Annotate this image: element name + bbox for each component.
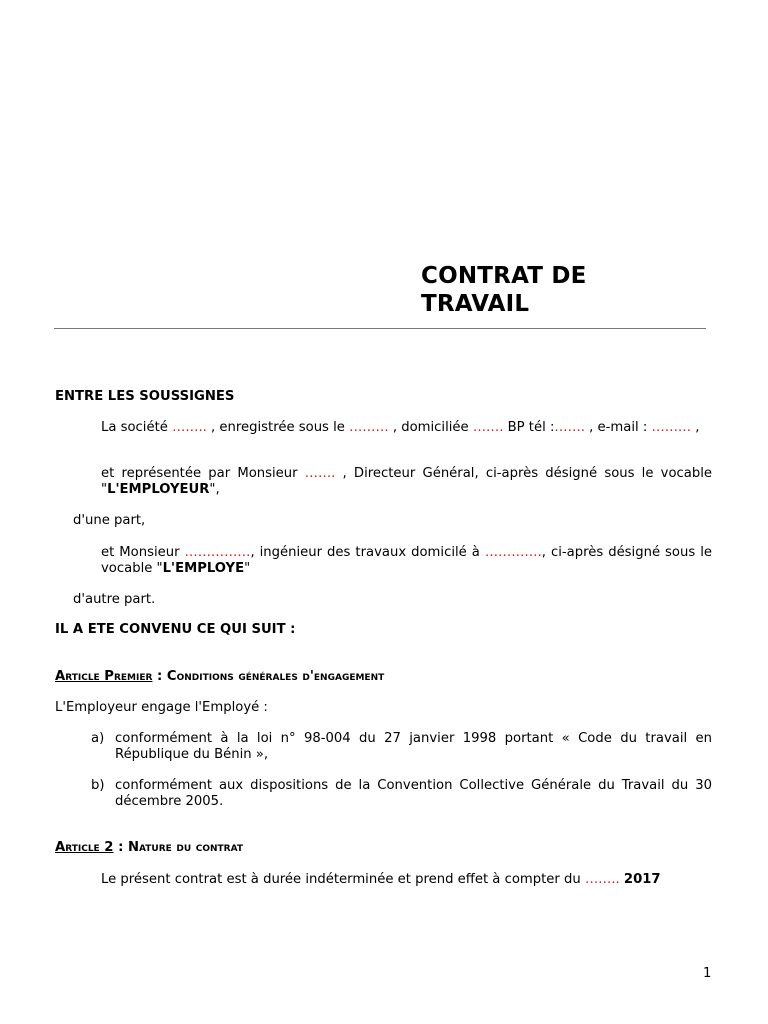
article-1-title: Conditions générales d'engagement <box>166 669 385 684</box>
phone-placeholder: ……. <box>554 420 585 435</box>
employee-address-placeholder: …………. <box>484 545 542 560</box>
article-2-heading: Article 2 : Nature du contrat <box>55 840 244 855</box>
article-2-label: Article 2 <box>55 840 114 855</box>
list-item-text: conformément aux dispositions de la Convention Collective Générale du Travail du 30 décembre 2005. <box>115 778 712 809</box>
employer-company-paragraph: La société …….. , enregistrée sous le ……… , domiciliée ……. BP tél :……. , e-mail : ……… , <box>101 420 700 435</box>
start-year: 2017 <box>623 872 661 887</box>
entre-les-soussignes-heading: ENTRE LES SOUSSIGNES <box>55 389 235 404</box>
list-item <box>91 731 712 763</box>
article-2-title: Nature du contrat <box>127 840 244 855</box>
start-date-placeholder: …….. <box>584 872 620 887</box>
employer-engages-text: L'Employeur engage l'Employé : <box>55 700 268 715</box>
document-title <box>421 262 587 318</box>
convenu-heading: IL A ETE CONVENU CE QUI SUIT : <box>55 622 296 637</box>
representative-name-placeholder: ……. <box>304 466 336 481</box>
company-name-placeholder: …….. <box>172 420 207 435</box>
email-placeholder: ……… <box>651 420 692 435</box>
list-marker: a) <box>91 731 105 746</box>
page-number: 1 <box>703 966 712 981</box>
article-1-label: Article Premier <box>55 669 153 684</box>
une-part-text: d'une part, <box>73 513 146 528</box>
employee-term: L'EMPLOYE <box>162 561 245 576</box>
article-1-heading: Article Premier : Conditions générales d'engagement <box>55 669 385 684</box>
list-item-text: conformément à la loi n° 98-004 du 27 janvier 1998 portant « Code du travail en République du Bénin », <box>115 731 712 762</box>
employee-paragraph: et Monsieur ……………, ingénieur des travaux domicilé à …………., ci-après désigné sous le vocable "L'EMPLOYE" <box>101 545 712 576</box>
employer-representative-paragraph: et représentée par Monsieur ……. , Directeur Général, ci-après désigné sous le vocable "L'EMPLOYEUR", <box>101 466 713 497</box>
employee-name-placeholder: …………… <box>184 545 251 560</box>
registration-placeholder: ……… <box>349 420 389 435</box>
title-underline-rule <box>54 328 706 329</box>
title-line-2: TRAVAIL <box>421 291 530 317</box>
address-placeholder: ……. <box>472 420 504 435</box>
autre-part-text: d'autre part. <box>73 592 156 607</box>
list-item <box>91 778 712 810</box>
title-line-1: CONTRAT DE <box>421 263 587 289</box>
employer-term: L'EMPLOYEUR <box>107 482 210 497</box>
contract-start-paragraph: Le présent contrat est à durée indéterminée et prend effet à compter du …….. 2017 <box>101 872 661 887</box>
list-marker: b) <box>91 778 105 793</box>
